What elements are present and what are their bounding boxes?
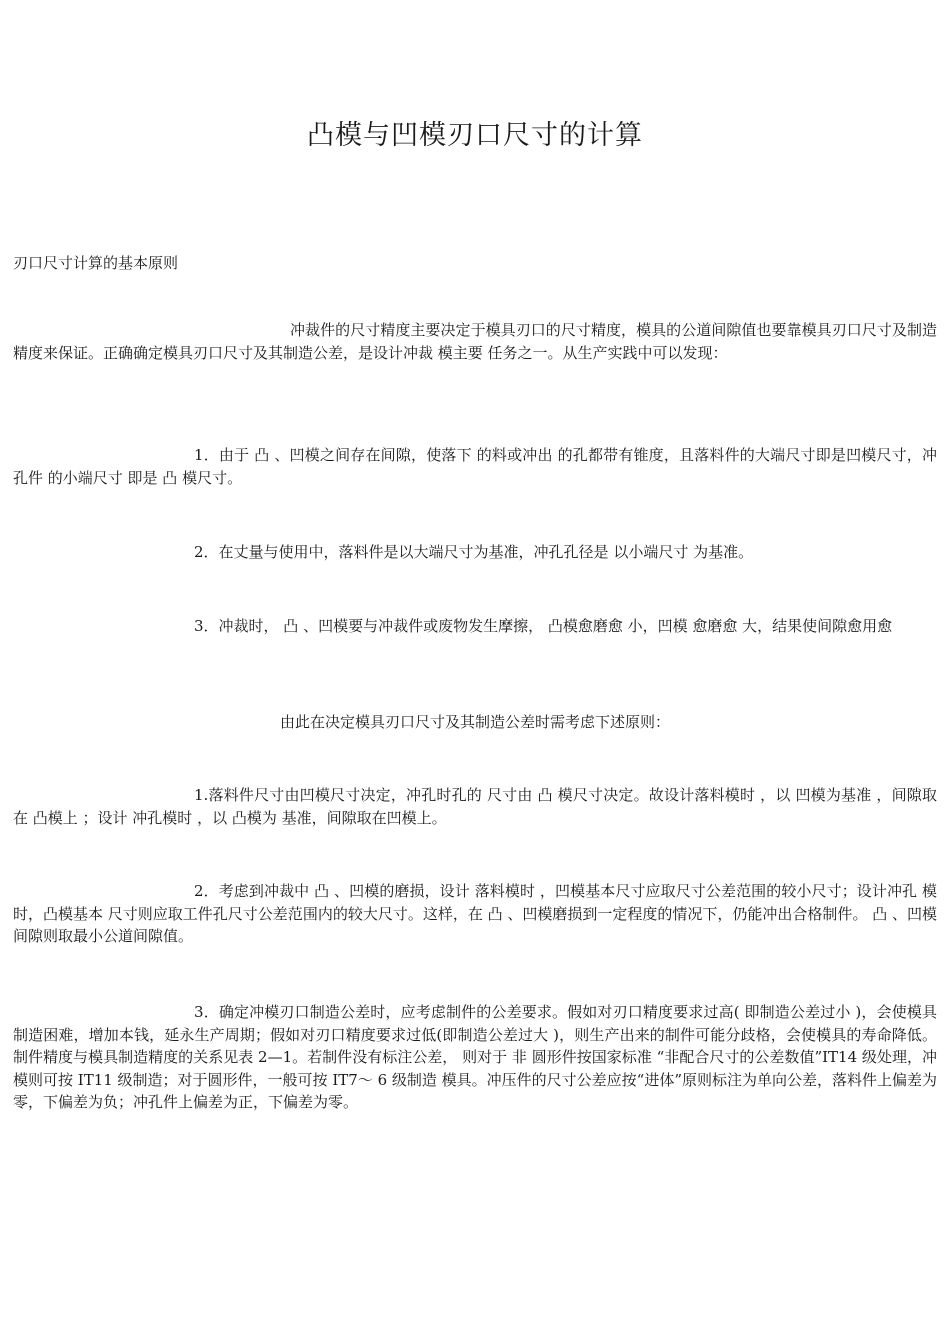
paragraph-principle-3: 3．确定冲模刃口制造公差时，应考虑制件的公差要求。假如对刃口精度要求过高( 即制造公差过小 )，会使模具制造困难，增加本钱，延永生产周期；假如对刃口精度要求过低(即制造公差过大 )，则生产出来的制件可能分歧格，会使模具的寿命降低。制件精度与模具制造精度的关系见表 2—1。若制件没有标注公差， 则对于 非 圆形件按国家标准 “非配合尺寸的公差数值”IT14 级处理，冲模则可按 IT11 级制造；对于圆形件，一般可按 IT7～ 6 级制造 模具。冲压件的尺寸公差应按“进体”原则标注为单向公差，落料件上偏差为零，下偏差为负；冲孔件上偏差为正，下偏差为零。 — [13, 1003, 937, 1111]
paragraph-principle-2: 2．考虑到冲裁中 凸 、凹模的磨损，设计 落料模时 ，凹模基本尺寸应取尺寸公差范围的较小尺寸；设计冲孔 模时，凸模基本 尺寸则应取工件孔尺寸公差范围内的较大尺寸。这样，在 凸 、凹模磨损到一定程度的情况下，仍能冲出合格制件。 凸 、凹模间隙则取最小公道间隙值。 — [13, 882, 937, 945]
paragraph-observation-2: 2．在丈量与使用中，落料件是以大端尺寸为基准，冲孔孔径是 以小端尺寸 为基准。 — [194, 543, 754, 561]
intro-paragraph: 冲裁件的尺寸精度主要决定于模具刃口的尺寸精度，模具的公道间隙值也要靠模具刃口尺寸及制造精度来保证。正确确定模具刃口尺寸及其制造公差，是设计冲裁 模主要 任务之一。从生产实践中可以发现： — [13, 321, 937, 362]
document-title: 凸模与凹模刃口尺寸的计算 — [307, 120, 643, 151]
section-heading: 刃口尺寸计算的基本原则 — [13, 254, 179, 272]
principles-intro: 由此在决定模具刃口尺寸及其制造公差时需考虑下述原则： — [279, 713, 670, 731]
paragraph-observation-1: 1．由于 凸 、凹模之间存在间隙，使落下 的料或冲出 的孔都带有锥度，且落料件的大端尺寸即是凹模尺寸，冲孔件 的小端尺寸 即是 凸 模尺寸。 — [13, 446, 937, 487]
paragraph-observation-3: 3．冲裁时， 凸 、凹模要与冲裁件或废物发生摩擦， 凸模愈磨愈 小，凹模 愈磨愈 大，结果使间隙愈用愈 — [194, 617, 893, 635]
paragraph-principle-1: 1.落料件尺寸由凹模尺寸决定，冲孔时孔的 尺寸由 凸 模尺寸决定。故设计落料模时 ，以 凹模为基准 ，间隙取在 凸模上 ；设计 冲孔模时 ，以 凸模为 基准，间隙取在凹模上。 — [13, 786, 937, 827]
